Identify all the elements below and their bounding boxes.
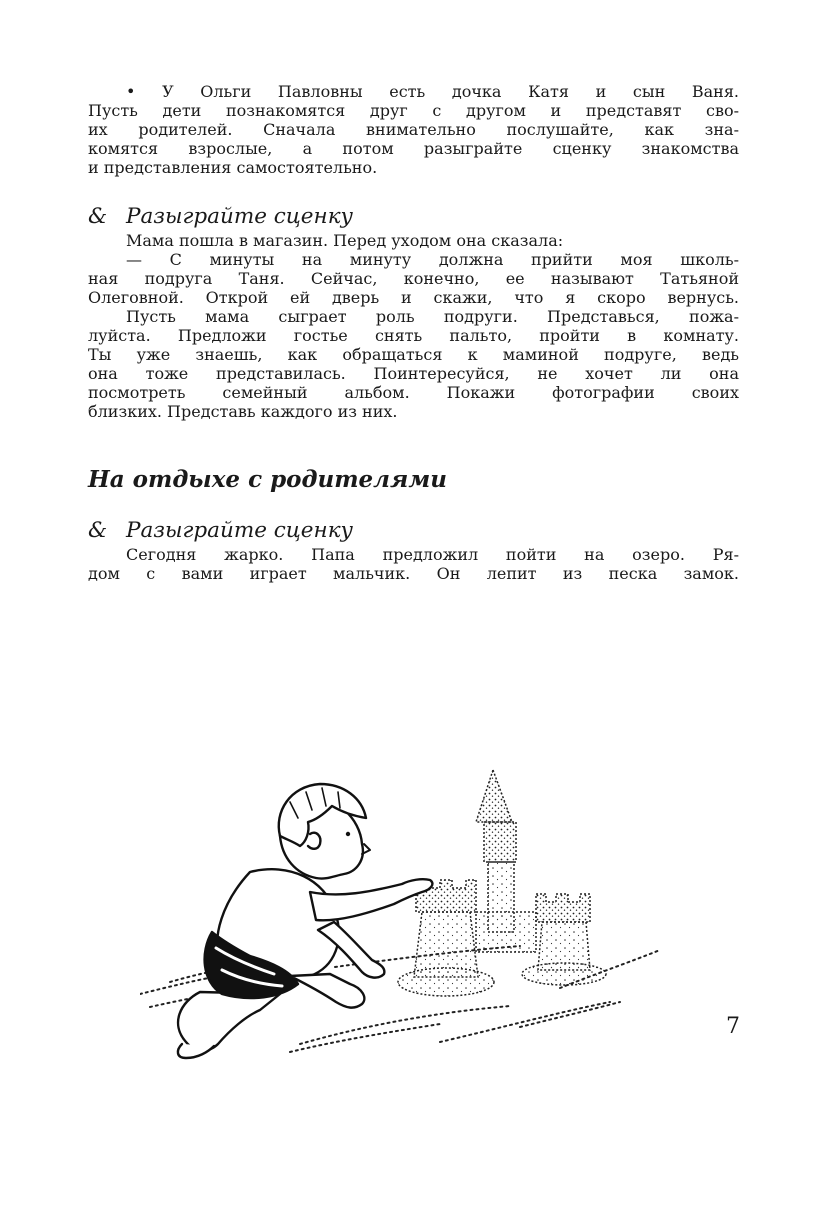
- text-line: Ты уже знаешь, как обращаться к маминой подруге, ведь: [88, 345, 739, 364]
- text-line: Пусть мама сыграет роль подруги. Представься, пожа-: [126, 307, 739, 326]
- text-line: Сегодня жарко. Папа предложил пойти на озеро. Ря-: [126, 545, 739, 564]
- text-line: их родителей. Сначала внимательно послушайте, как зна-: [88, 120, 739, 139]
- task-marker-icon: &: [88, 518, 108, 543]
- text-line: близких. Представь каждого из них.: [88, 402, 398, 421]
- task2-paragraph-1: [88, 545, 739, 583]
- task-label: [88, 516, 739, 545]
- intro-paragraph: [88, 82, 739, 177]
- task1-paragraph-3: [88, 307, 739, 421]
- section-heading: На отдыхе с родителями: [88, 466, 447, 493]
- text-line: Олеговной. Открой ей дверь и скажи, что я скоро вернусь.: [88, 288, 739, 307]
- task-title: Разыграйте сценку: [126, 518, 353, 543]
- boy-figure: [178, 784, 433, 1058]
- boy-building-sandcastle-illustration: [140, 762, 660, 1062]
- text-line: комятся взрослые, а потом разыграйте сценку знакомства: [88, 139, 739, 158]
- task1-paragraph-2: [88, 250, 739, 307]
- text-line: луйста. Предложи гостье снять пальто, пройти в комнату.: [88, 326, 739, 345]
- task-marker-icon: &: [88, 204, 108, 229]
- task-title: Разыграйте сценку: [126, 204, 353, 229]
- text-line: • У Ольги Павловны есть дочка Катя и сын Ваня.: [126, 82, 739, 101]
- text-line: и представления самостоятельно.: [88, 158, 378, 177]
- text-line: — С минуты на минуту должна прийти моя школь-: [126, 250, 739, 269]
- task-label: [88, 202, 739, 231]
- text-line: Мама пошла в магазин. Перед уходом она сказала:: [126, 231, 564, 250]
- page-number: 7: [726, 1014, 740, 1039]
- page-content: [88, 82, 739, 583]
- text-line: дом с вами играет мальчик. Он лепит из песка замок.: [88, 564, 739, 583]
- text-line: ная подруга Таня. Сейчас, конечно, ее называют Татьяной: [88, 269, 739, 288]
- text-line: посмотреть семейный альбом. Покажи фотографии своих: [88, 383, 739, 402]
- text-line: Пусть дети познакомятся друг с другом и представят сво-: [88, 101, 739, 120]
- text-line: она тоже представилась. Поинтересуйся, не хочет ли она: [88, 364, 739, 383]
- task1-paragraph-1: [88, 231, 739, 250]
